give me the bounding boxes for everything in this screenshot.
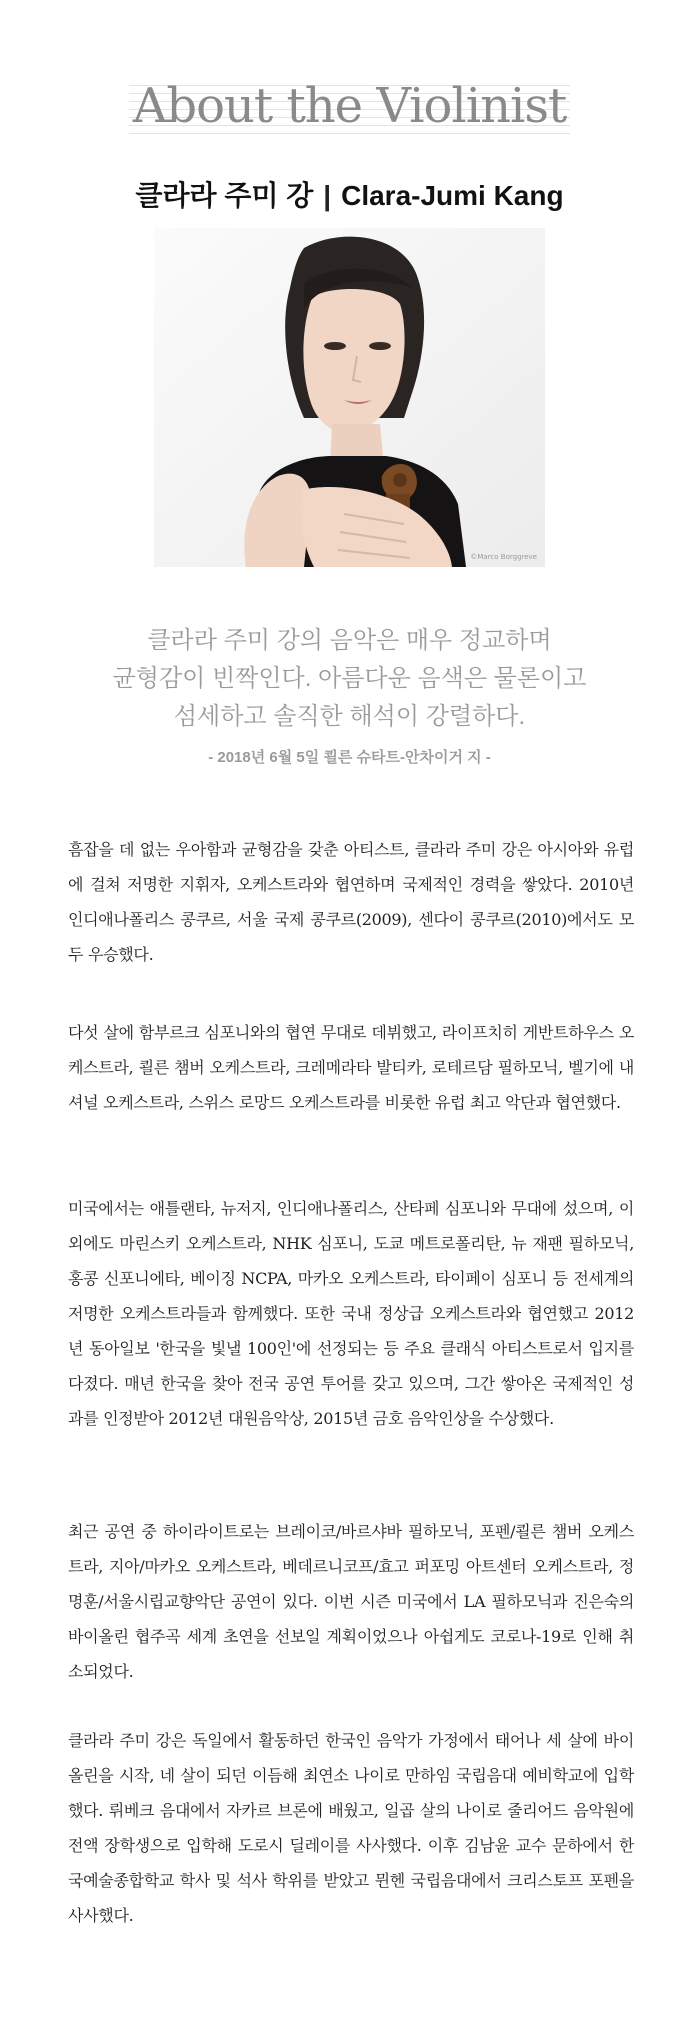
heading-block bbox=[0, 78, 699, 134]
bio-paragraph: 미국에서는 애틀랜타, 뉴저지, 인디애나폴리스, 산타페 심포니와 무대에 섰으며, 이외에도 마린스키 오케스트라, NHK 심포니, 도쿄 메트로폴리탄, 뉴 재팬 필하모닉, 홍콩 신포니에타, 베이징 NCPA, 마카오 오케스트라, 타이페이 심포니 등 전세계의 저명한 오케스트라들과 함께했다. 또한 국내 정상급 오케스트라와 협연했고 2012년 동아일보 '한국을 빛낼 100인'에 선정되는 등 주요 클래식 아티스트로서 입지를 다졌다. 매년 한국을 찾아 전국 공연 투어를 갖고 있으며, 그간 쌓아온 국제적인 성과를 인정받아 2012년 대원음악상, 2015년 금호 음악인상을 수상했다. bbox=[68, 1199, 634, 1428]
bio-paragraph: 다섯 살에 함부르크 심포니와의 협연 무대로 데뷔했고, 라이프치히 게반트하우스 오케스트라, 쾰른 챔버 오케스트라, 크레메라타 발티카, 로테르담 필하모닉, 벨기에 내셔널 오케스트라, 스위스 로망드 오케스트라를 비롯한 유럽 최고 악단과 협연했다. bbox=[68, 1023, 634, 1112]
artist-photo bbox=[154, 228, 545, 567]
name-separator: | bbox=[323, 180, 332, 211]
artist-photo-illustration bbox=[154, 228, 545, 567]
artist-name bbox=[0, 178, 699, 214]
artist-name-korean: 클라라 주미 강 bbox=[135, 180, 314, 211]
bio-paragraph: 최근 공연 중 하이라이트로는 브레이코/바르샤바 필하모닉, 포펜/쾰른 챔버 오케스트라, 지아/마카오 오케스트라, 베데르니코프/효고 퍼포밍 아트센터 오케스트라, 정명훈/서울시립교향악단 공연이 있다. 이번 시즌 미국에서 LA 필하모닉과 진은숙의 바이올린 협주곡 세계 초연을 선보일 계획이었으나 아쉽게도 코로나-19로 인해 취소되었다. bbox=[68, 1522, 634, 1681]
page-title: About the Violinist bbox=[129, 78, 571, 134]
quote-source: - 2018년 6월 5일 쾰른 슈타트-안차이거 지 - bbox=[208, 749, 491, 766]
artist-name-english: Clara-Jumi Kang bbox=[341, 180, 564, 211]
bio-paragraph: 클라라 주미 강은 독일에서 활동하던 한국인 음악가 가정에서 태어나 세 살에 바이올린을 시작, 네 살이 되던 이듬해 최연소 나이로 만하임 국립음대 예비학교에 입학했다. 뤼베크 음대에서 자카르 브론에 배웠고, 일곱 살의 나이로 줄리어드 음악원에 전액 장학생으로 입학해 도로시 딜레이를 사사했다. 이후 김남윤 교수 문하에서 한국예술종합학교 학사 및 석사 학위를 받았고 뮌헨 국립음대에서 크리스토프 포펜을 사사했다. bbox=[68, 1731, 634, 1925]
quote-line: 섬세하고 솔직한 해석이 강렬하다. bbox=[173, 703, 526, 730]
pull-quote bbox=[0, 622, 699, 736]
quote-line: 클라라 주미 강의 음악은 매우 정교하며 bbox=[147, 627, 552, 654]
bio-paragraph: 흠잡을 데 없는 우아함과 균형감을 갖춘 아티스트, 클라라 주미 강은 아시아와 유럽에 걸쳐 저명한 지휘자, 오케스트라와 협연하며 국제적인 경력을 쌓았다. 2010년 인디애나폴리스 콩쿠르, 서울 국제 콩쿠르(2009), 센다이 콩쿠르(2010)에서도 모두 우승했다. bbox=[68, 840, 634, 964]
quote-line: 균형감이 빈짝인다. 아름다운 음색은 물론이고 bbox=[112, 665, 587, 692]
photo-credit: ©Marco Borggreve bbox=[470, 553, 537, 561]
